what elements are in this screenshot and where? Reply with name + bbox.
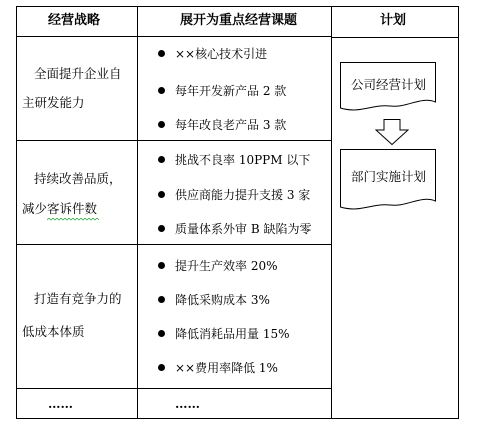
header-bottom-border	[16, 36, 331, 37]
row4-strategy-ellipsis: ……	[48, 396, 73, 411]
down-arrow-icon	[375, 119, 409, 145]
table-right-border	[458, 6, 459, 419]
row3-item-1-text: 提升生产效率 20%	[175, 258, 278, 273]
department-plan-label: 部门实施计划	[351, 169, 427, 184]
bullet-icon	[158, 262, 165, 269]
company-plan-label: 公司经营计划	[351, 77, 427, 92]
row2-item-3-text: 质量体系外审 B 缺陷为零	[175, 221, 312, 236]
bullet-icon	[158, 121, 165, 128]
row2-item-1	[158, 150, 310, 168]
row3-item-1	[158, 256, 278, 274]
bullet-icon	[158, 225, 165, 232]
row1-item-1-text: ××核心技术引进	[175, 46, 268, 61]
bullet-icon	[158, 191, 165, 198]
row1-item-2-text: 每年开发新产品 2 款	[175, 83, 287, 98]
row3-strategy-line2: 低成本体质	[22, 324, 85, 339]
row2-item-3	[158, 219, 311, 237]
column-divider-2	[331, 6, 332, 419]
bullet-icon	[158, 50, 165, 57]
table-bottom-border	[16, 418, 459, 419]
row4-item-ellipsis: ……	[175, 396, 200, 411]
row2-bottom-border	[16, 244, 331, 245]
row2-item-2	[158, 185, 310, 203]
table-left-border	[16, 6, 17, 419]
table-top-border	[16, 6, 459, 7]
column-divider-1	[137, 6, 138, 419]
header-topics: 展开为重点经营课题	[180, 13, 298, 28]
bullet-icon	[158, 156, 165, 163]
header-plan: 计划	[380, 13, 407, 28]
row1-bottom-border	[16, 140, 331, 141]
row3-item-3	[158, 324, 290, 342]
row2-item-2-text: 供应商能力提升支援 3 家	[175, 187, 311, 202]
row3-item-2-text: 降低采购成本 3%	[175, 292, 270, 307]
row3-item-4	[158, 358, 278, 376]
row3-strategy-line1: 打造有竞争力的	[34, 291, 122, 306]
row1-item-2	[158, 81, 286, 99]
row1-item-3	[158, 115, 286, 133]
bullet-icon	[158, 364, 165, 371]
row3-item-3-text: 降低消耗品用量 15%	[175, 326, 290, 341]
row2-strategy-line2: 减少客诉件数	[22, 201, 98, 216]
row1-item-3-text: 每年改良老产品 3 款	[175, 117, 287, 132]
header-strategy: 经营战略	[48, 13, 101, 28]
row3-bottom-border	[16, 388, 331, 389]
bullet-icon	[158, 87, 165, 94]
bullet-icon	[158, 296, 165, 303]
row1-strategy-line2: 主研发能力	[22, 95, 85, 110]
header-bottom-border-plan	[331, 37, 459, 38]
spellcheck-underline	[47, 218, 99, 221]
row2-strategy-line1: 持续改善品质，	[34, 171, 122, 186]
row2-item-1-text: 挑战不良率 10PPM 以下	[175, 152, 311, 167]
company-plan-shape	[340, 62, 440, 112]
bullet-icon	[158, 330, 165, 337]
department-plan-shape	[340, 149, 440, 211]
row1-item-1	[158, 44, 267, 62]
row1-strategy-line1: 全面提升企业自	[34, 66, 122, 81]
row3-item-4-text: ××费用率降低 1%	[175, 360, 278, 375]
row3-item-2	[158, 290, 270, 308]
